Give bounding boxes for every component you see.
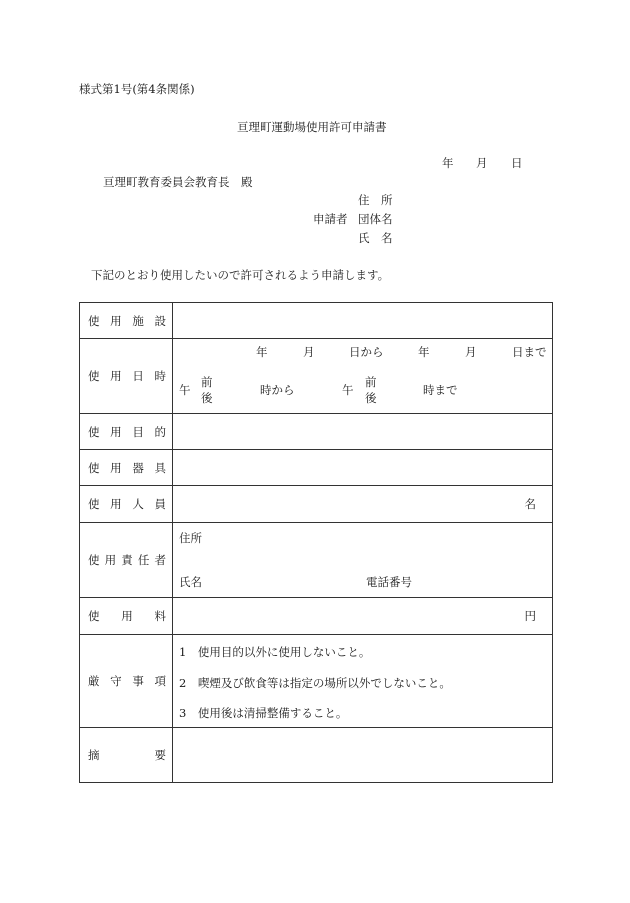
rule-item: 3 使用後は清掃整備すること。 — [179, 706, 348, 720]
label-char: 用 — [110, 497, 122, 511]
equipment-label-text — [80, 460, 172, 476]
label-char: 任 — [137, 553, 150, 567]
label-char: 施 — [132, 313, 144, 328]
addressee: 亘理町教育委員会教育長 殿 — [103, 175, 253, 189]
date-year: 年 — [442, 156, 454, 170]
label-char: 時 — [154, 369, 166, 383]
label-char: 責 — [121, 553, 133, 567]
applicant-address-label: 住 所 — [358, 193, 393, 207]
label-char: 用 — [110, 313, 122, 328]
facility-row — [80, 303, 553, 339]
rule-item: 1 使用目的以外に使用しないこと。 — [179, 645, 371, 659]
ampm-left: 午 — [179, 383, 191, 397]
responsible-name: 氏名 — [179, 575, 202, 589]
equipment-row — [80, 450, 553, 486]
label-char: 用 — [110, 424, 122, 439]
responsible-label-text — [80, 552, 172, 568]
remarks-label-text — [80, 747, 172, 763]
label-char: 用 — [104, 553, 117, 567]
date-month: 月 — [476, 156, 488, 170]
rule-item: 2 喫煙及び飲食等は指定の場所以外でしないこと。 — [179, 676, 451, 690]
fee-unit: 円 — [524, 609, 536, 623]
date-day-from: 日から — [349, 345, 384, 359]
rules-row — [80, 635, 553, 728]
label-char: 設 — [154, 313, 166, 328]
date-row — [80, 339, 553, 414]
responsible-address: 住所 — [179, 531, 202, 545]
label-char: 使 — [88, 460, 100, 475]
applicant-label: 申請者 — [313, 212, 348, 226]
people-label — [80, 486, 173, 523]
label-char: 守 — [110, 674, 122, 688]
date-month-1: 月 — [303, 345, 315, 359]
label-char: 事 — [132, 674, 144, 688]
label-char: 目 — [132, 424, 144, 439]
label-char: 料 — [154, 609, 166, 623]
responsible-row — [80, 523, 553, 598]
applicant-name-label: 氏 名 — [358, 231, 393, 245]
responsible-label — [80, 523, 173, 598]
form-number: 様式第1号(第4条関係) — [79, 82, 195, 96]
rules-label-text — [80, 673, 172, 689]
date-label — [80, 339, 173, 414]
facility-label-text — [80, 313, 172, 329]
equipment-field[interactable] — [173, 450, 553, 486]
date-day-to: 日まで — [512, 345, 547, 359]
purpose-label — [80, 414, 173, 450]
purpose-label-text — [80, 424, 172, 440]
people-label-text — [80, 496, 172, 512]
date-year-1: 年 — [256, 345, 268, 359]
people-row — [80, 486, 553, 523]
label-char: 日 — [132, 369, 144, 383]
facility-field[interactable] — [173, 303, 553, 339]
remarks-field[interactable] — [173, 728, 553, 783]
people-field[interactable] — [173, 486, 553, 523]
label-char: 員 — [154, 497, 166, 511]
label-char: 者 — [154, 553, 166, 567]
date-month-2: 月 — [465, 345, 477, 359]
label-char: 人 — [132, 497, 144, 511]
label-char: 具 — [154, 460, 166, 475]
label-char: 使 — [88, 424, 100, 439]
label-char: 的 — [154, 424, 166, 439]
label-char: 用 — [110, 369, 122, 383]
equipment-label — [80, 450, 173, 486]
fee-field[interactable] — [173, 598, 553, 635]
date-field[interactable] — [173, 339, 553, 414]
pm-left: 後 — [201, 391, 213, 405]
time-from: 時から — [260, 383, 295, 397]
label-char: 使 — [88, 313, 100, 328]
date-year-2: 年 — [418, 345, 430, 359]
applicant-group-label: 団体名 — [358, 212, 393, 226]
fee-label-text — [80, 608, 172, 624]
am-right: 前 — [365, 375, 377, 389]
remarks-row — [80, 728, 553, 783]
label-char: 摘 — [88, 748, 100, 762]
label-char: 使 — [88, 369, 100, 383]
date-label-text — [80, 368, 172, 384]
responsible-phone: 電話番号 — [366, 575, 412, 589]
label-char: 使 — [88, 497, 100, 511]
label-char: 用 — [121, 609, 133, 623]
fee-label — [80, 598, 173, 635]
pm-right: 後 — [365, 391, 377, 405]
application-table — [79, 302, 553, 783]
label-char: 項 — [154, 674, 166, 688]
ampm-right: 午 — [342, 383, 354, 397]
remarks-label — [80, 728, 173, 783]
am-left: 前 — [201, 375, 213, 389]
time-to: 時まで — [423, 383, 458, 397]
facility-label — [80, 303, 173, 339]
rules-field — [173, 635, 553, 728]
label-char: 器 — [132, 460, 144, 475]
form-title: 亘理町運動場使用許可申請書 — [237, 120, 387, 134]
purpose-field[interactable] — [173, 414, 553, 450]
label-char: 使 — [88, 553, 100, 567]
label-char: 要 — [154, 748, 166, 762]
fee-row — [80, 598, 553, 635]
label-char: 用 — [110, 460, 122, 475]
responsible-field[interactable] — [173, 523, 553, 598]
date-day: 日 — [511, 156, 523, 170]
request-text: 下記のとおり使用したいので許可されるよう申請します。 — [91, 268, 390, 282]
label-char: 使 — [88, 609, 100, 623]
rules-label — [80, 635, 173, 728]
label-char: 厳 — [88, 674, 100, 688]
purpose-row — [80, 414, 553, 450]
people-unit: 名 — [524, 497, 536, 511]
